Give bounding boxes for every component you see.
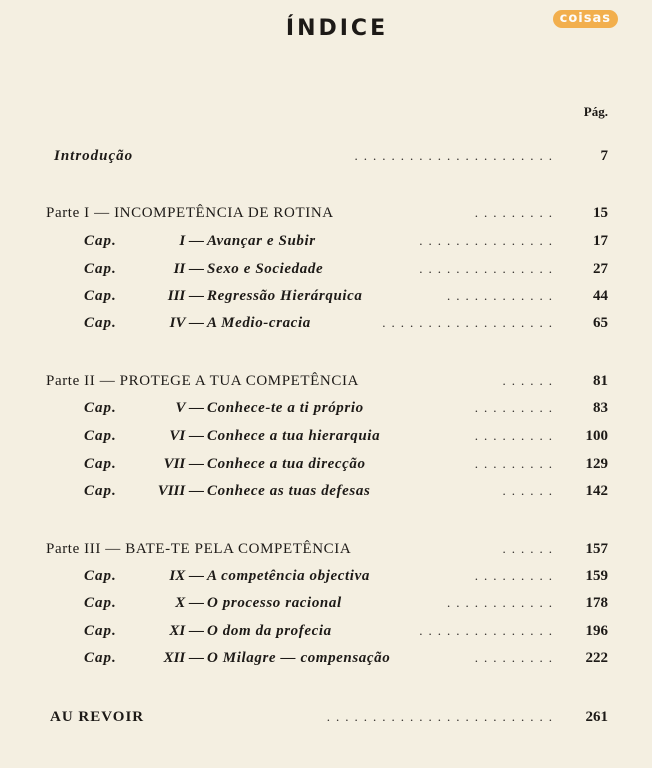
leader-dots: ...................... bbox=[354, 148, 558, 163]
toc-entry-intro[interactable] bbox=[54, 144, 608, 168]
chapter-number: IV — bbox=[169, 315, 204, 331]
leader-dots: ...... bbox=[502, 373, 558, 388]
toc-chapter[interactable] bbox=[84, 284, 608, 308]
toc-chapter[interactable] bbox=[84, 591, 608, 615]
watermark-logo: coisas bbox=[553, 10, 618, 28]
leader-dots: ............... bbox=[419, 261, 558, 276]
chapter-title: O processo racional bbox=[207, 595, 342, 611]
leader-dots: ...... bbox=[502, 483, 558, 498]
leader-dots: ......................... bbox=[326, 709, 558, 724]
toc-chapter[interactable] bbox=[84, 229, 608, 253]
leader-dots: ......... bbox=[474, 650, 558, 665]
chapter-prefix: Cap. bbox=[84, 400, 117, 416]
chapter-number: III — bbox=[167, 288, 204, 304]
toc-chapter[interactable] bbox=[84, 479, 608, 503]
leader-dots: ...... bbox=[502, 541, 558, 556]
chapter-page: 27 bbox=[593, 261, 608, 277]
toc-entry-page: 261 bbox=[585, 709, 608, 725]
chapter-number: X — bbox=[175, 595, 204, 611]
chapter-prefix: Cap. bbox=[84, 623, 117, 639]
chapter-page: 142 bbox=[585, 483, 608, 499]
toc-chapter[interactable] bbox=[84, 619, 608, 643]
chapter-number: II — bbox=[173, 261, 204, 277]
toc-entry-page: 7 bbox=[600, 148, 608, 164]
toc-entry-label: AU REVOIR bbox=[50, 709, 145, 725]
chapter-title: O Milagre — compensação bbox=[207, 650, 391, 666]
toc-chapter[interactable] bbox=[84, 646, 608, 670]
chapter-number: V — bbox=[175, 400, 204, 416]
chapter-prefix: Cap. bbox=[84, 233, 117, 249]
toc-chapter[interactable] bbox=[84, 424, 608, 448]
toc-part-3[interactable] bbox=[46, 537, 608, 561]
chapter-prefix: Cap. bbox=[84, 428, 117, 444]
chapter-page: 222 bbox=[585, 650, 608, 666]
chapter-prefix: Cap. bbox=[84, 483, 117, 499]
page-column-header: Pág. bbox=[583, 104, 608, 119]
chapter-page: 65 bbox=[593, 315, 608, 331]
chapter-title: Conhece-te a ti próprio bbox=[207, 400, 364, 416]
toc-part-2[interactable] bbox=[46, 369, 608, 393]
chapter-number: VII — bbox=[163, 456, 204, 472]
chapter-page: 196 bbox=[585, 623, 608, 639]
part-page: 81 bbox=[593, 373, 608, 389]
chapter-number: IX — bbox=[169, 568, 204, 584]
chapter-title: Conhece a tua hierarquia bbox=[207, 428, 381, 444]
chapter-prefix: Cap. bbox=[84, 456, 117, 472]
chapter-page: 129 bbox=[585, 456, 608, 472]
leader-dots: ......... bbox=[474, 456, 558, 471]
chapter-prefix: Cap. bbox=[84, 595, 117, 611]
toc-chapter[interactable] bbox=[84, 311, 608, 335]
part-page: 15 bbox=[593, 205, 608, 221]
chapter-prefix: Cap. bbox=[84, 261, 117, 277]
chapter-number: VIII — bbox=[157, 483, 204, 499]
part-label: Parte II — PROTEGE A TUA COMPETÊNCIA bbox=[46, 373, 359, 389]
chapter-number: I — bbox=[179, 233, 204, 249]
part-label: Parte III — BATE-TE PELA COMPETÊNCIA bbox=[46, 541, 352, 557]
chapter-title: Regressão Hierárquica bbox=[207, 288, 363, 304]
chapter-number: XI — bbox=[169, 623, 204, 639]
chapter-title: Conhece as tuas defesas bbox=[207, 483, 371, 499]
part-label: Parte I — INCOMPETÊNCIA DE ROTINA bbox=[46, 205, 334, 221]
leader-dots: ............... bbox=[419, 233, 558, 248]
leader-dots: ............... bbox=[419, 623, 558, 638]
chapter-page: 44 bbox=[593, 288, 608, 304]
leader-dots: ............ bbox=[447, 288, 558, 303]
chapter-title: Avançar e Subir bbox=[207, 233, 316, 249]
toc-entry-au-revoir[interactable] bbox=[50, 705, 608, 729]
chapter-prefix: Cap. bbox=[84, 315, 117, 331]
leader-dots: ......... bbox=[474, 205, 558, 220]
chapter-prefix: Cap. bbox=[84, 288, 117, 304]
chapter-title: A Medio-cracia bbox=[207, 315, 311, 331]
chapter-page: 17 bbox=[593, 233, 608, 249]
leader-dots: ......... bbox=[474, 568, 558, 583]
toc-part-1[interactable] bbox=[46, 201, 608, 225]
leader-dots: ............ bbox=[447, 595, 558, 610]
toc-chapter[interactable] bbox=[84, 257, 608, 281]
leader-dots: ......... bbox=[474, 428, 558, 443]
chapter-page: 159 bbox=[585, 568, 608, 584]
chapter-page: 178 bbox=[585, 595, 608, 611]
toc-chapter[interactable] bbox=[84, 396, 608, 420]
chapter-title: Conhece a tua direcção bbox=[207, 456, 366, 472]
chapter-page: 83 bbox=[593, 400, 608, 416]
chapter-title: A competência objectiva bbox=[207, 568, 370, 584]
chapter-title: O dom da profecia bbox=[207, 623, 332, 639]
leader-dots: ................... bbox=[382, 315, 558, 330]
toc-entry-label: Introdução bbox=[54, 148, 134, 164]
chapter-page: 100 bbox=[585, 428, 608, 444]
toc-chapter[interactable] bbox=[84, 452, 608, 476]
chapter-number: VI — bbox=[169, 428, 204, 444]
page-title: ÍNDICE bbox=[285, 16, 389, 41]
part-page: 157 bbox=[585, 541, 608, 557]
chapter-title: Sexo e Sociedade bbox=[207, 261, 324, 277]
chapter-prefix: Cap. bbox=[84, 650, 117, 666]
chapter-number: XII — bbox=[163, 650, 204, 666]
leader-dots: ......... bbox=[474, 400, 558, 415]
chapter-prefix: Cap. bbox=[84, 568, 117, 584]
toc-chapter[interactable] bbox=[84, 564, 608, 588]
